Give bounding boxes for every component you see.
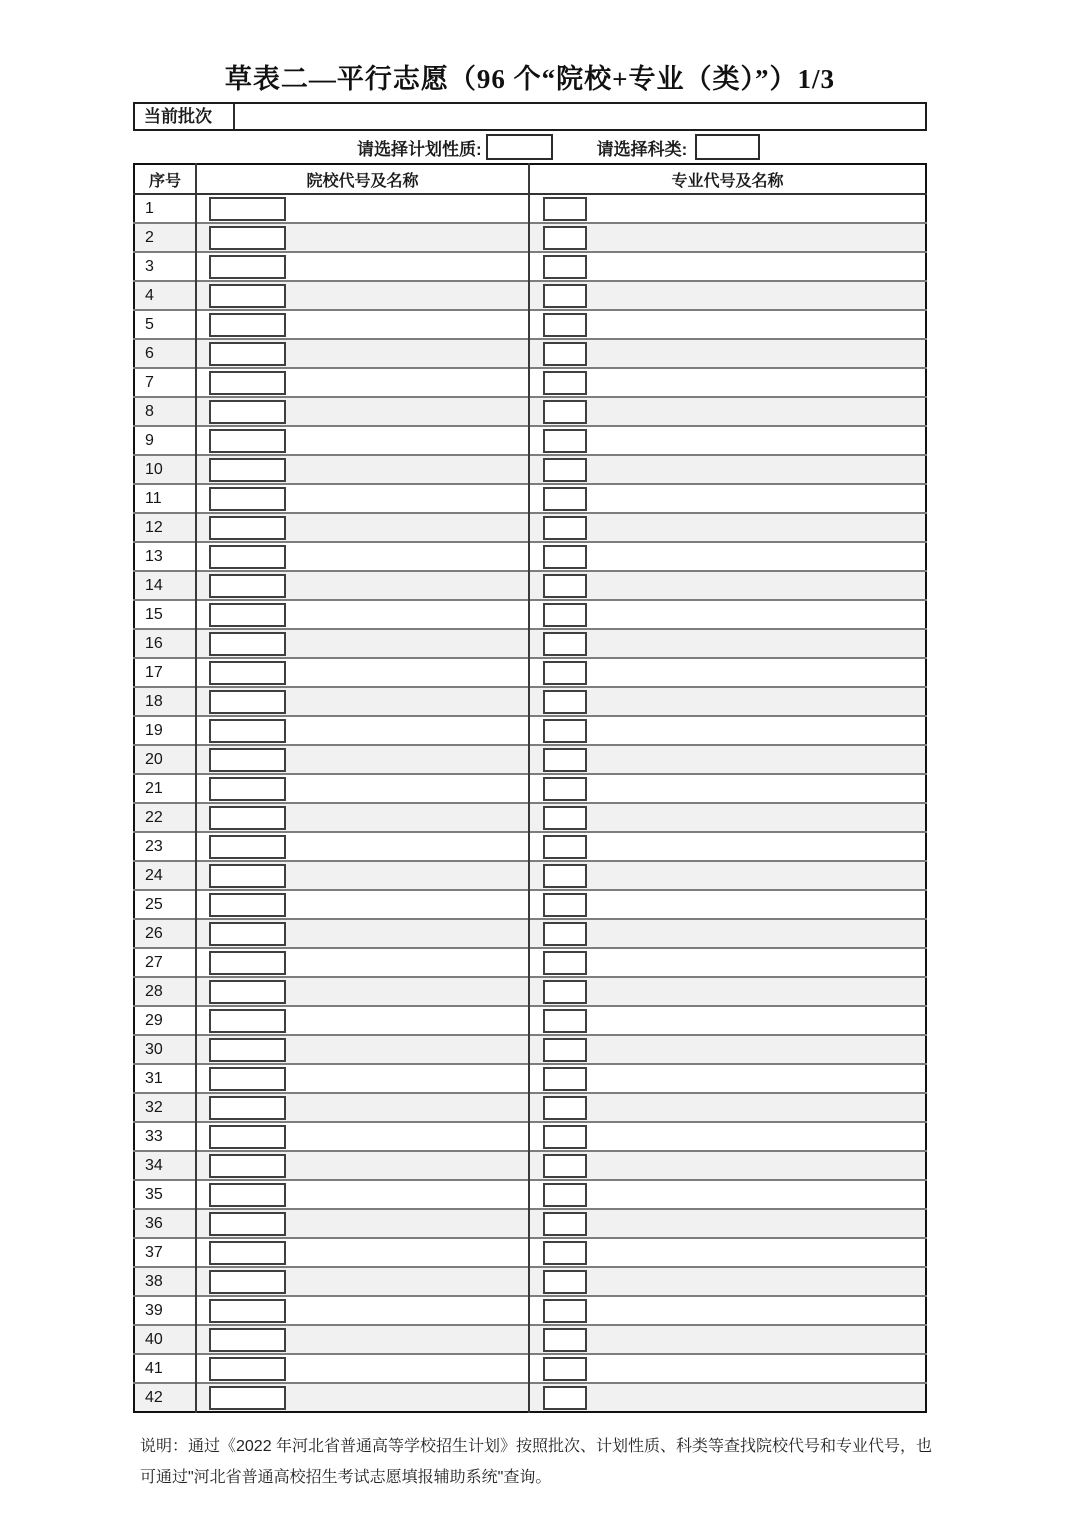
- college-cell: [196, 1238, 529, 1267]
- college-cell: [196, 687, 529, 716]
- major-cell: [529, 426, 926, 455]
- table-row: [134, 977, 926, 1006]
- row-number: 20: [134, 745, 196, 774]
- college-code-input[interactable]: [209, 226, 286, 250]
- major-cell: [529, 513, 926, 542]
- major-code-input[interactable]: [543, 1212, 587, 1236]
- major-cell: [529, 1209, 926, 1238]
- major-code-input[interactable]: [543, 1096, 587, 1120]
- college-cell: [196, 252, 529, 281]
- header-college-code-name: 院校代号及名称: [196, 164, 529, 194]
- table-row: [134, 542, 926, 571]
- row-number: 9: [134, 426, 196, 455]
- major-cell: [529, 745, 926, 774]
- college-code-input[interactable]: [209, 835, 286, 859]
- major-cell: [529, 1354, 926, 1383]
- college-cell: [196, 1093, 529, 1122]
- table-row: [134, 455, 926, 484]
- row-number: 35: [134, 1180, 196, 1209]
- college-code-input[interactable]: [209, 1212, 286, 1236]
- table-row: [134, 948, 926, 977]
- major-cell: [529, 832, 926, 861]
- major-code-input[interactable]: [543, 1067, 587, 1091]
- college-code-input[interactable]: [209, 1096, 286, 1120]
- major-cell: [529, 716, 926, 745]
- filter-row: [133, 133, 927, 161]
- preference-table: [133, 163, 927, 1413]
- table-row: [134, 1006, 926, 1035]
- row-number: 2: [134, 223, 196, 252]
- major-cell: [529, 310, 926, 339]
- college-cell: [196, 658, 529, 687]
- college-cell: [196, 745, 529, 774]
- major-code-input[interactable]: [543, 1241, 587, 1265]
- row-number: 1: [134, 194, 196, 223]
- row-number: 16: [134, 629, 196, 658]
- table-row: [134, 1180, 926, 1209]
- college-code-input[interactable]: [209, 1067, 286, 1091]
- major-code-input[interactable]: [543, 777, 587, 801]
- college-cell: [196, 716, 529, 745]
- major-code-input[interactable]: [543, 806, 587, 830]
- major-cell: [529, 1093, 926, 1122]
- college-code-input[interactable]: [209, 893, 286, 917]
- major-code-input[interactable]: [543, 1328, 587, 1352]
- major-cell: [529, 600, 926, 629]
- table-row: [134, 1151, 926, 1180]
- major-code-input[interactable]: [543, 226, 587, 250]
- major-cell: [529, 629, 926, 658]
- row-number: 26: [134, 919, 196, 948]
- major-code-input[interactable]: [543, 748, 587, 772]
- table-row: [134, 1325, 926, 1354]
- college-code-input[interactable]: [209, 661, 286, 685]
- table-row: [134, 368, 926, 397]
- major-cell: [529, 368, 926, 397]
- college-code-input[interactable]: [209, 545, 286, 569]
- college-code-input[interactable]: [209, 864, 286, 888]
- row-number: 24: [134, 861, 196, 890]
- table-row: [134, 716, 926, 745]
- college-code-input[interactable]: [209, 690, 286, 714]
- major-code-input[interactable]: [543, 1009, 587, 1033]
- table-row: [134, 252, 926, 281]
- college-cell: [196, 948, 529, 977]
- table-row: [134, 397, 926, 426]
- table-row: [134, 281, 926, 310]
- row-number: 33: [134, 1122, 196, 1151]
- major-cell: [529, 861, 926, 890]
- row-number: 32: [134, 1093, 196, 1122]
- college-code-input[interactable]: [209, 922, 286, 946]
- college-code-input[interactable]: [209, 1009, 286, 1033]
- major-code-input[interactable]: [543, 284, 587, 308]
- college-cell: [196, 1354, 529, 1383]
- college-cell: [196, 513, 529, 542]
- college-cell: [196, 774, 529, 803]
- major-cell: [529, 1035, 926, 1064]
- major-cell: [529, 890, 926, 919]
- major-code-input[interactable]: [543, 371, 587, 395]
- major-cell: [529, 1122, 926, 1151]
- college-code-input[interactable]: [209, 429, 286, 453]
- college-code-input[interactable]: [209, 487, 286, 511]
- subject-category-input[interactable]: [695, 134, 760, 160]
- table-row: [134, 194, 926, 223]
- college-cell: [196, 919, 529, 948]
- table-row: [134, 832, 926, 861]
- current-batch-label: 当前批次: [135, 104, 235, 129]
- college-cell: [196, 426, 529, 455]
- row-number: 4: [134, 281, 196, 310]
- college-cell: [196, 455, 529, 484]
- major-cell: [529, 977, 926, 1006]
- row-number: 5: [134, 310, 196, 339]
- major-code-input[interactable]: [543, 980, 587, 1004]
- major-cell: [529, 455, 926, 484]
- major-cell: [529, 1296, 926, 1325]
- major-cell: [529, 1180, 926, 1209]
- college-cell: [196, 1122, 529, 1151]
- major-cell: [529, 803, 926, 832]
- table-row: [134, 223, 926, 252]
- table-row: [134, 484, 926, 513]
- table-row: [134, 774, 926, 803]
- college-cell: [196, 223, 529, 252]
- college-cell: [196, 397, 529, 426]
- row-number: 13: [134, 542, 196, 571]
- major-cell: [529, 1238, 926, 1267]
- table-row: [134, 1383, 926, 1412]
- major-code-input[interactable]: [543, 922, 587, 946]
- table-row: [134, 658, 926, 687]
- college-code-input[interactable]: [209, 516, 286, 540]
- row-number: 17: [134, 658, 196, 687]
- major-cell: [529, 223, 926, 252]
- major-code-input[interactable]: [543, 458, 587, 482]
- major-code-input[interactable]: [543, 197, 587, 221]
- table-row: [134, 803, 926, 832]
- major-code-input[interactable]: [543, 893, 587, 917]
- major-code-input[interactable]: [543, 719, 587, 743]
- row-number: 27: [134, 948, 196, 977]
- table-row: [134, 745, 926, 774]
- college-cell: [196, 600, 529, 629]
- college-cell: [196, 1267, 529, 1296]
- college-code-input[interactable]: [209, 980, 286, 1004]
- table-row: [134, 629, 926, 658]
- college-cell: [196, 194, 529, 223]
- college-code-input[interactable]: [209, 1299, 286, 1323]
- table-row: [134, 310, 926, 339]
- college-code-input[interactable]: [209, 951, 286, 975]
- major-code-input[interactable]: [543, 545, 587, 569]
- row-number: 11: [134, 484, 196, 513]
- college-code-input[interactable]: [209, 1125, 286, 1149]
- major-code-input[interactable]: [543, 255, 587, 279]
- major-code-input[interactable]: [543, 1038, 587, 1062]
- table-row: [134, 919, 926, 948]
- header-major-code-name: 专业代号及名称: [529, 164, 926, 194]
- row-number: 40: [134, 1325, 196, 1354]
- major-code-input[interactable]: [543, 516, 587, 540]
- college-cell: [196, 281, 529, 310]
- college-cell: [196, 629, 529, 658]
- table-header-row: [134, 164, 926, 194]
- college-cell: [196, 890, 529, 919]
- major-code-input[interactable]: [543, 313, 587, 337]
- college-code-input[interactable]: [209, 806, 286, 830]
- college-code-input[interactable]: [209, 313, 286, 337]
- major-code-input[interactable]: [543, 632, 587, 656]
- table-row: [134, 1035, 926, 1064]
- major-code-input[interactable]: [543, 1357, 587, 1381]
- row-number: 18: [134, 687, 196, 716]
- row-number: 38: [134, 1267, 196, 1296]
- college-cell: [196, 1325, 529, 1354]
- major-code-input[interactable]: [543, 1270, 587, 1294]
- college-code-input[interactable]: [209, 255, 286, 279]
- plan-nature-input[interactable]: [486, 134, 553, 160]
- table-body: [134, 194, 926, 1412]
- college-cell: [196, 571, 529, 600]
- table-row: [134, 1064, 926, 1093]
- row-number: 41: [134, 1354, 196, 1383]
- row-number: 28: [134, 977, 196, 1006]
- note-line-2: 可通过"河北省普通高校招生考试志愿填报辅助系统"查询。: [140, 1469, 552, 1486]
- table-row: [134, 1296, 926, 1325]
- college-cell: [196, 1209, 529, 1238]
- major-code-input[interactable]: [543, 1299, 587, 1323]
- major-code-input[interactable]: [543, 487, 587, 511]
- college-cell: [196, 803, 529, 832]
- college-cell: [196, 1064, 529, 1093]
- college-cell: [196, 1296, 529, 1325]
- row-number: 36: [134, 1209, 196, 1238]
- major-code-input[interactable]: [543, 400, 587, 424]
- table-row: [134, 1209, 926, 1238]
- major-code-input[interactable]: [543, 1183, 587, 1207]
- row-number: 37: [134, 1238, 196, 1267]
- major-code-input[interactable]: [543, 574, 587, 598]
- college-cell: [196, 542, 529, 571]
- college-code-input[interactable]: [209, 371, 286, 395]
- college-cell: [196, 310, 529, 339]
- college-code-input[interactable]: [209, 1038, 286, 1062]
- major-cell: [529, 948, 926, 977]
- current-batch-row: [133, 102, 927, 131]
- row-number: 31: [134, 1064, 196, 1093]
- major-cell: [529, 1006, 926, 1035]
- page-title: 草表二—平行志愿（96 个“院校+专业（类）”）1/3: [224, 64, 836, 94]
- note: [133, 1431, 952, 1493]
- plan-nature-label: 请选择计划性质:: [357, 139, 482, 159]
- college-cell: [196, 832, 529, 861]
- major-cell: [529, 542, 926, 571]
- college-code-input[interactable]: [209, 1357, 286, 1381]
- major-cell: [529, 194, 926, 223]
- college-cell: [196, 484, 529, 513]
- college-cell: [196, 1006, 529, 1035]
- major-cell: [529, 339, 926, 368]
- major-cell: [529, 397, 926, 426]
- major-cell: [529, 252, 926, 281]
- college-cell: [196, 368, 529, 397]
- row-number: 29: [134, 1006, 196, 1035]
- table-row: [134, 1267, 926, 1296]
- college-cell: [196, 1180, 529, 1209]
- major-cell: [529, 281, 926, 310]
- row-number: 34: [134, 1151, 196, 1180]
- row-number: 14: [134, 571, 196, 600]
- major-code-input[interactable]: [543, 429, 587, 453]
- college-code-input[interactable]: [209, 1241, 286, 1265]
- major-cell: [529, 1383, 926, 1412]
- table-row: [134, 1238, 926, 1267]
- major-code-input[interactable]: [543, 951, 587, 975]
- row-number: 25: [134, 890, 196, 919]
- row-number: 8: [134, 397, 196, 426]
- college-code-input[interactable]: [209, 1270, 286, 1294]
- college-code-input[interactable]: [209, 1154, 286, 1178]
- college-code-input[interactable]: [209, 1183, 286, 1207]
- table-row: [134, 687, 926, 716]
- college-cell: [196, 339, 529, 368]
- college-code-input[interactable]: [209, 719, 286, 743]
- college-code-input[interactable]: [209, 574, 286, 598]
- major-cell: [529, 774, 926, 803]
- major-cell: [529, 1267, 926, 1296]
- college-cell: [196, 861, 529, 890]
- row-number: 7: [134, 368, 196, 397]
- major-cell: [529, 484, 926, 513]
- table-row: [134, 513, 926, 542]
- table-row: [134, 339, 926, 368]
- college-code-input[interactable]: [209, 603, 286, 627]
- college-code-input[interactable]: [209, 777, 286, 801]
- row-number: 23: [134, 832, 196, 861]
- college-cell: [196, 977, 529, 1006]
- row-number: 3: [134, 252, 196, 281]
- table-row: [134, 861, 926, 890]
- table-row: [134, 890, 926, 919]
- form-content: [133, 62, 933, 1493]
- college-code-input[interactable]: [209, 1328, 286, 1352]
- table-row: [134, 571, 926, 600]
- major-code-input[interactable]: [543, 835, 587, 859]
- row-number: 12: [134, 513, 196, 542]
- major-cell: [529, 571, 926, 600]
- college-code-input[interactable]: [209, 400, 286, 424]
- major-code-input[interactable]: [543, 342, 587, 366]
- major-code-input[interactable]: [543, 1125, 587, 1149]
- row-number: 6: [134, 339, 196, 368]
- major-code-input[interactable]: [543, 661, 587, 685]
- college-code-input[interactable]: [209, 342, 286, 366]
- subject-category-label: 请选择科类:: [596, 139, 688, 159]
- major-cell: [529, 1151, 926, 1180]
- major-code-input[interactable]: [543, 1386, 587, 1410]
- college-code-input[interactable]: [209, 284, 286, 308]
- row-number: 22: [134, 803, 196, 832]
- major-cell: [529, 687, 926, 716]
- row-number: 39: [134, 1296, 196, 1325]
- college-code-input[interactable]: [209, 748, 286, 772]
- major-code-input[interactable]: [543, 603, 587, 627]
- row-number: 10: [134, 455, 196, 484]
- major-code-input[interactable]: [543, 864, 587, 888]
- row-number: 42: [134, 1383, 196, 1412]
- table-row: [134, 600, 926, 629]
- row-number: 21: [134, 774, 196, 803]
- college-cell: [196, 1151, 529, 1180]
- college-cell: [196, 1035, 529, 1064]
- major-code-input[interactable]: [543, 1154, 587, 1178]
- college-cell: [196, 1383, 529, 1412]
- college-code-input[interactable]: [209, 458, 286, 482]
- major-cell: [529, 1064, 926, 1093]
- row-number: 15: [134, 600, 196, 629]
- row-number: 19: [134, 716, 196, 745]
- table-row: [134, 1122, 926, 1151]
- college-code-input[interactable]: [209, 197, 286, 221]
- college-code-input[interactable]: [209, 1386, 286, 1410]
- major-cell: [529, 658, 926, 687]
- table-row: [134, 1354, 926, 1383]
- major-code-input[interactable]: [543, 690, 587, 714]
- current-batch-value-field[interactable]: [235, 104, 925, 129]
- major-cell: [529, 1325, 926, 1354]
- table-row: [134, 426, 926, 455]
- header-row-number: 序号: [134, 164, 196, 194]
- college-code-input[interactable]: [209, 632, 286, 656]
- row-number: 30: [134, 1035, 196, 1064]
- major-cell: [529, 919, 926, 948]
- table-row: [134, 1093, 926, 1122]
- note-line-1: 说明：通过《2022 年河北省普通高等学校招生计划》按照批次、计划性质、科类等查找院校代号和专业代号，也: [140, 1438, 933, 1455]
